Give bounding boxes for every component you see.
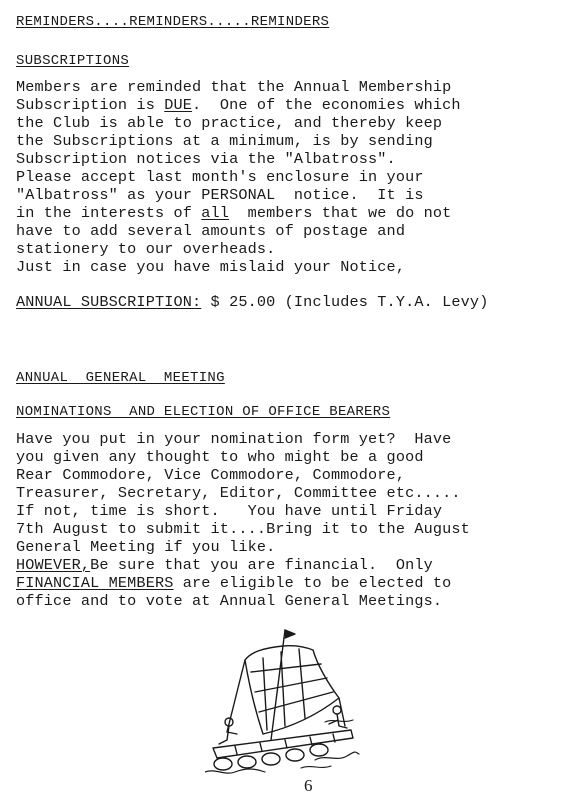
subscriptions-line-7: "Albatross" as your PERSONAL notice. It is [16,186,424,204]
subscriptions-line-8: in the interests of all members that we do not [16,204,452,222]
subscriptions-line-3: the Club is able to practice, and thereby keep [16,114,443,132]
subscriptions-line-1: Members are reminded that the Annual Membership [16,78,452,96]
agm-heading: ANNUAL GENERAL MEETING [16,370,225,386]
page-number: 6 [304,776,313,795]
subscriptions-line-9: have to add several amounts of postage and [16,222,406,240]
agm-line-2: you given any thought to who might be a good [16,448,424,466]
nominations-heading: NOMINATIONS AND ELECTION OF OFFICE BEARERS [16,404,391,420]
however-emphasis: HOWEVER, [16,556,91,574]
due-emphasis: DUE [164,96,193,114]
annual-subscription-label: ANNUAL SUBSCRIPTION: [16,293,202,311]
agm-line-9: FINANCIAL MEMBERS are eligible to be elected to [16,574,452,592]
page-title: REMINDERS....REMINDERS.....REMINDERS [16,14,330,30]
agm-line-10: office and to vote at Annual General Meetings. [16,592,443,610]
agm-line-5: If not, time is short. You have until Friday [16,502,443,520]
subscriptions-line-2: Subscription is DUE. One of the economies which [16,96,461,114]
subscriptions-line-6: Please accept last month's enclosure in your [16,168,424,186]
agm-line-1: Have you put in your nomination form yet? Have [16,430,452,448]
subscriptions-line-5: Subscription notices via the "Albatross". [16,150,396,168]
all-emphasis: all [201,204,230,222]
annual-subscription-value: $ 25.00 (Includes T.Y.A. Levy) [201,293,489,311]
agm-line-3: Rear Commodore, Vice Commodore, Commodore, [16,466,406,484]
agm-line-7: General Meeting if you like. [16,538,276,556]
subscriptions-line-10: stationery to our overheads. [16,240,276,258]
financial-members-emphasis: FINANCIAL MEMBERS [16,574,174,592]
raft-sail-illustration [205,622,360,782]
agm-line-6: 7th August to submit it....Bring it to the August [16,520,470,538]
agm-line-8: HOWEVER,Be sure that you are financial. Only [16,556,433,574]
annual-subscription-line [16,293,488,311]
subscriptions-line-4: the Subscriptions at a minimum, is by sending [16,132,433,150]
subscriptions-heading: SUBSCRIPTIONS [16,53,130,69]
subscriptions-line-11: Just in case you have mislaid your Notice, [16,258,406,276]
agm-line-4: Treasurer, Secretary, Editor, Committee etc..... [16,484,461,502]
